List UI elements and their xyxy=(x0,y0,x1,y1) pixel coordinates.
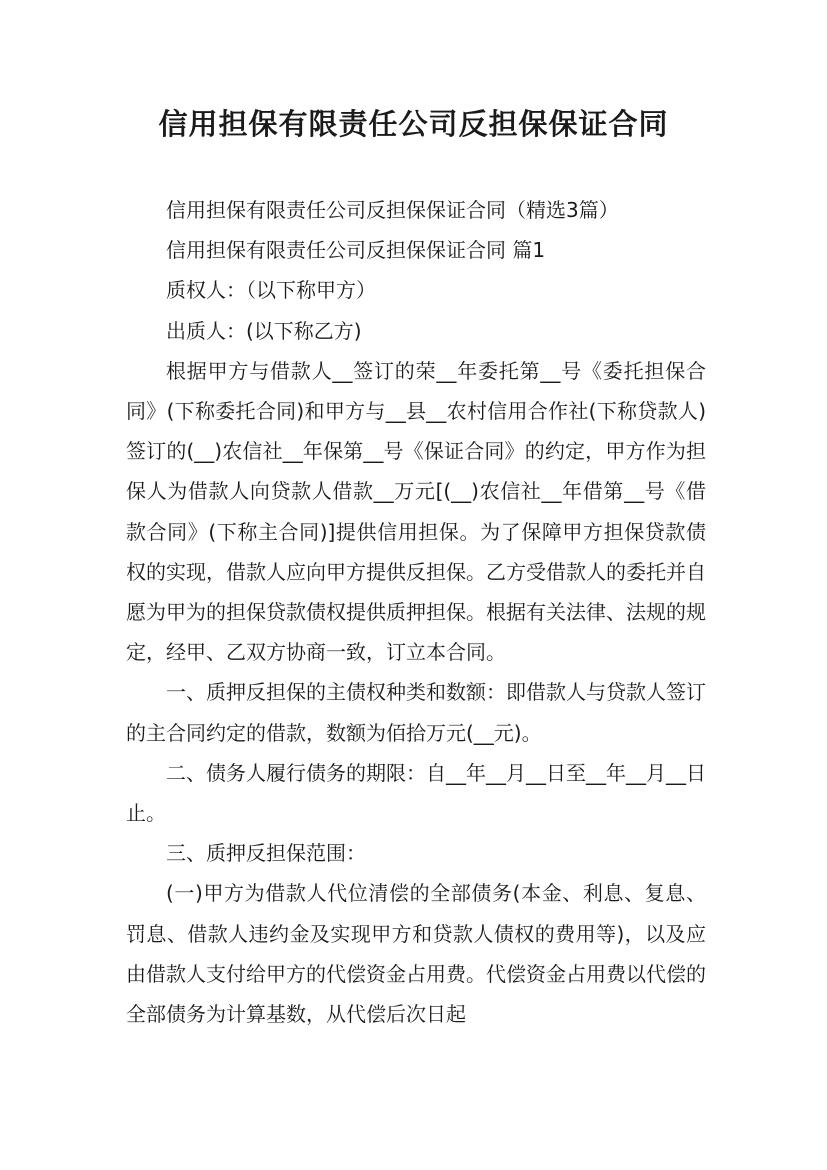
paragraph-pledgor: 出质人：(以下称乙方) xyxy=(166,318,362,343)
document-title: 信用担保有限责任公司反担保保证合同 xyxy=(158,107,669,141)
paragraph-clause-3-1: (一)甲方为借款人代位清偿的全部债务(本金、利息、复息、罚息、借款人违约金及实现甲方和贷款人债权的费用等)，以及应由借款人支付给甲方的代偿资金占用费。代偿资金占用费以代偿的全部债务为计算基数，从代偿后次日起 xyxy=(126,881,706,1027)
paragraph-clause-3: 三、质押反担保范围： xyxy=(166,841,366,866)
document-body xyxy=(126,190,706,1034)
paragraph-section-heading: 信用担保有限责任公司反担保保证合同 篇1 xyxy=(166,238,546,263)
paragraph-preamble: 根据甲方与借款人__签订的荣__年委托第__号《委托担保合同》(下称委托合同)和甲方与__县__农村信用合作社(下称贷款人)签订的(__)农信社__年保第__号《保证合同》的约定，甲方作为担保人为借款人向贷款人借款__万元[(__)农信社__年借第__号《借款合同》(下称主合同)]提供信用担保。为了保障甲方担保贷款债权的实现，借款人应向甲方提供反担保。乙方受借款人的委托并自愿为甲为的担保贷款债权提供质押担保。根据有关法律、法规的规定，经甲、乙双方协商一致，订立本合同。 xyxy=(126,358,706,665)
paragraph-clause-2: 二、债务人履行债务的期限：自__年__月__日至__年__月__日止。 xyxy=(126,760,706,826)
paragraph-clause-1: 一、质押反担保的主债权种类和数额：即借款人与贷款人签订的主合同约定的借款，数额为佰拾万元(__元)。 xyxy=(126,680,706,745)
paragraph-intro: 信用担保有限责任公司反担保保证合同（精选3篇） xyxy=(166,198,619,222)
paragraph-pledgee: 质权人：（以下称甲方） xyxy=(166,278,376,303)
